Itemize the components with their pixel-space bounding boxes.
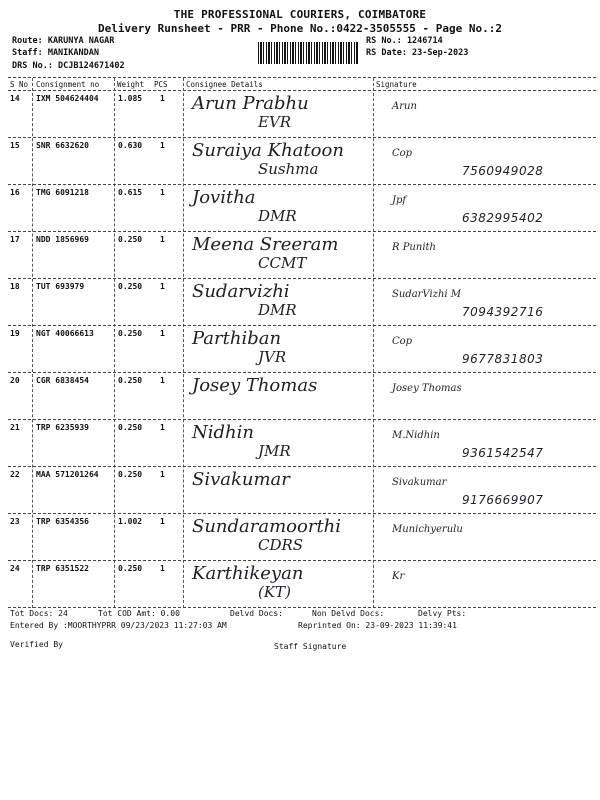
row-pieces: 1 [160,517,165,526]
consignee-name: Suraiya Khatoon [192,140,344,161]
row-serial-number: 17 [10,235,20,244]
row-consignment-number: SNR 6632620 [36,141,89,150]
table-row [0,232,600,279]
row-pieces: 1 [160,235,165,244]
route-label: Route: KARUNYA NAGAR [12,36,115,46]
row-serial-number: 19 [10,329,20,338]
table-row [0,373,600,420]
consignee-name: Meena Sreeram [192,234,339,255]
recipient-phone: 9361542547 [462,446,544,460]
recipient-signature: R Punith [392,242,436,253]
verified-by: Verified By [10,640,63,649]
staff-signature: Staff Signature [274,642,347,651]
barcode [258,42,358,64]
col-header-details: Consignee Details [186,80,263,89]
recipient-signature: Sivakumar [392,477,447,488]
total-cod-amount: Tot COD Amt: 0.00 [98,609,180,618]
col-header-sno: S No [10,80,29,89]
table-row [0,91,600,138]
row-pieces: 1 [160,282,165,291]
company-title: THE PROFESSIONAL COURIERS, COIMBATORE [173,8,427,21]
runsheet-title: Delivery Runsheet - PRR - Phone No.:0422-3505555 - Page No.:2 [98,22,502,35]
total-docs: Tot Docs: 24 [10,609,68,618]
row-pieces: 1 [160,188,165,197]
row-consignment-number: NGT 40066613 [36,329,94,338]
delivered-docs: Delvd Docs: [230,609,283,618]
rs-number: RS No.: 1246714 [366,36,443,46]
recipient-phone: 7094392716 [462,305,544,319]
row-consignment-number: TRP 6351522 [36,564,89,573]
consignee-place: JMR [258,442,291,460]
row-weight: 0.615 [118,188,143,197]
row-weight: 0.250 [118,282,143,291]
row-weight: 1.085 [118,94,143,103]
drs-number: DRS No.: DCJB124671402 [12,61,125,71]
entered-by: Entered By :MOORTHYPRR 09/23/2023 11:27:03 AM [10,621,227,630]
row-serial-number: 21 [10,423,20,432]
row-weight: 0.630 [118,141,143,150]
row-pieces: 1 [160,564,165,573]
consignee-name: Sivakumar [192,469,290,490]
row-serial-number: 20 [10,376,20,385]
recipient-signature: Jpf [392,195,407,206]
consignee-place: CCMT [258,254,307,272]
staff-label: Staff: MANIKANDAN [12,48,99,58]
row-weight: 0.250 [118,235,143,244]
recipient-phone: 7560949028 [462,164,544,178]
consignee-place: JVR [258,348,287,366]
row-consignment-number: IXM 504624404 [36,94,99,103]
recipient-phone: 9677831803 [462,352,544,366]
consignee-name: Sudarvizhi [192,281,290,302]
row-pieces: 1 [160,423,165,432]
consignee-place: (KT) [258,583,291,601]
row-weight: 0.250 [118,376,143,385]
consignee-name: Jovitha [192,187,256,208]
consignee-place: EVR [258,113,292,131]
row-weight: 0.250 [118,470,143,479]
recipient-phone: 6382995402 [462,211,544,225]
row-serial-number: 23 [10,517,20,526]
row-serial-number: 16 [10,188,20,197]
row-serial-number: 22 [10,470,20,479]
consignee-place: Sushma [258,160,319,178]
table-row [0,326,600,373]
row-serial-number: 15 [10,141,20,150]
row-consignment-number: CGR 6838454 [36,376,89,385]
table-row [0,138,600,185]
row-consignment-number: MAA 571201264 [36,470,99,479]
recipient-signature: M.Nidhin [392,430,440,441]
row-serial-number: 14 [10,94,20,103]
table-bottom-rule [8,607,596,608]
col-header-consignment: Consignment no [36,80,100,89]
table-row [0,420,600,467]
row-consignment-number: TRP 6235939 [36,423,89,432]
row-consignment-number: TRP 6354356 [36,517,89,526]
delivery-points: Delvy Pts: [418,609,467,618]
col-header-signature: Signature [376,80,417,89]
col-header-pcs: PCS [154,80,168,89]
table-row [0,514,600,561]
consignee-name: Nidhin [192,422,254,443]
table-top-rule [8,77,596,78]
consignee-name: Parthiban [192,328,282,349]
consignee-place: DMR [258,301,297,319]
rs-date: RS Date: 23-Sep-2023 [366,48,469,58]
row-serial-number: 24 [10,564,20,573]
row-weight: 0.250 [118,329,143,338]
row-pieces: 1 [160,376,165,385]
row-consignment-number: NDD 1856969 [36,235,89,244]
consignee-name: Arun Prabhu [192,93,309,114]
row-pieces: 1 [160,141,165,150]
consignee-name: Sundaramoorthi [192,516,342,537]
consignee-place: CDRS [258,536,304,554]
row-weight: 0.250 [118,564,143,573]
reprinted-on: Reprinted On: 23-09-2023 11:39:41 [298,621,457,630]
row-pieces: 1 [160,329,165,338]
recipient-signature: Cop [392,336,413,347]
consignee-name: Josey Thomas [192,375,318,396]
recipient-phone: 9176669907 [462,493,544,507]
table-row [0,279,600,326]
consignee-place: DMR [258,207,297,225]
row-consignment-number: TUT 693979 [36,282,85,291]
recipient-signature: SudarVizhi M [392,289,462,300]
row-pieces: 1 [160,470,165,479]
non-delivered-docs: Non Delvd Docs: [312,609,385,618]
table-row [0,467,600,514]
row-weight: 0.250 [118,423,143,432]
table-row [0,561,600,608]
recipient-signature: Cop [392,148,413,159]
col-header-weight: Weight [117,80,145,89]
row-pieces: 1 [160,94,165,103]
table-row [0,185,600,232]
consignee-name: Karthikeyan [192,563,304,584]
row-consignment-number: TMG 6091218 [36,188,89,197]
recipient-signature: Josey Thomas [392,383,462,394]
row-weight: 1.002 [118,517,143,526]
recipient-signature: Munichyerulu [392,524,463,535]
row-serial-number: 18 [10,282,20,291]
recipient-signature: Arun [392,101,417,112]
recipient-signature: Kr [392,571,405,582]
